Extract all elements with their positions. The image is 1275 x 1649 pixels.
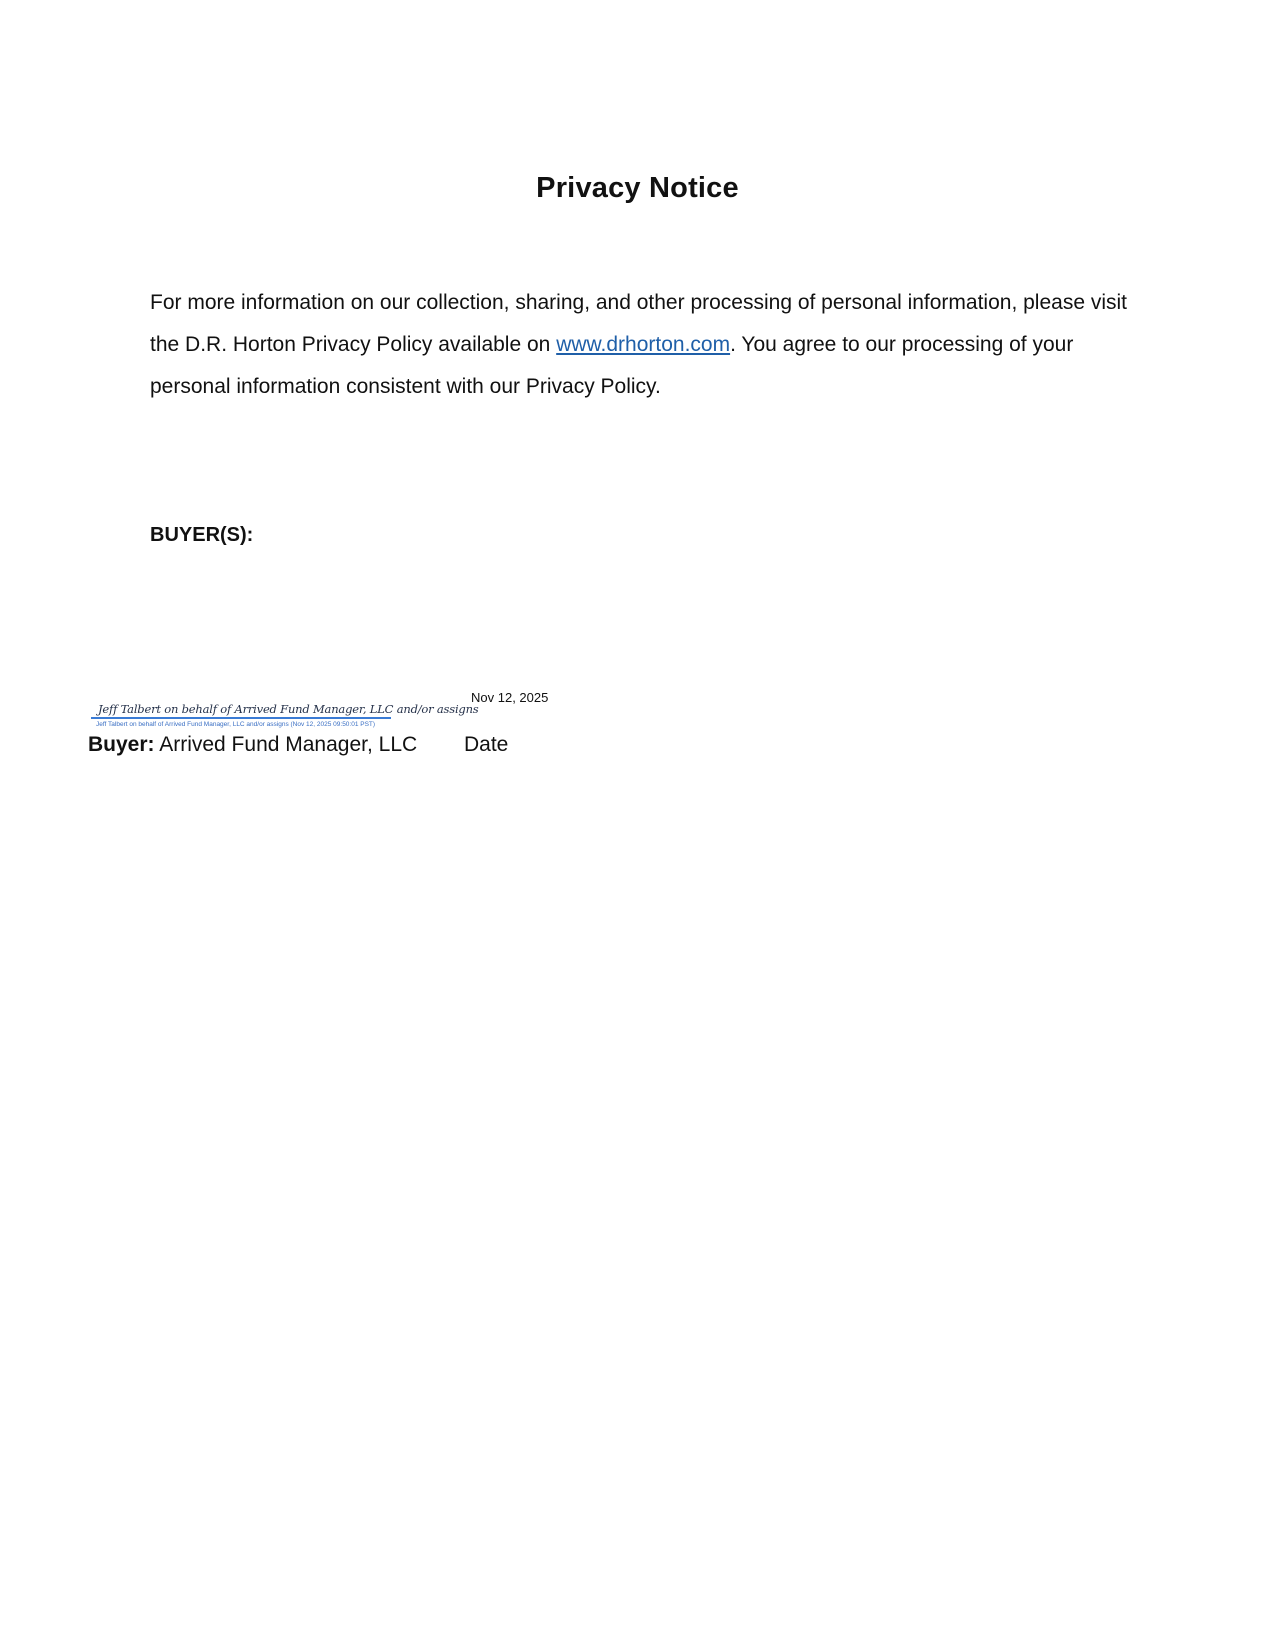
- paragraph-text-start: For more information on our collection, sharing, and other processing of personal information, please visit the D.R. Horton Privacy Policy available on: [150, 291, 1128, 356]
- buyer-line: [88, 731, 417, 759]
- signature-caption: Jeff Talbert on behalf of Arrived Fund Manager, LLC and/or assigns (Nov 12, 2025 09:50:01 PST): [96, 721, 376, 728]
- signature-line: [91, 717, 391, 719]
- page-title: Privacy Notice: [536, 172, 739, 204]
- signature-block: [88, 700, 479, 730]
- handwritten-signature: Jeff Talbert on behalf of Arrived Fund Manager, LLC and/or assigns: [98, 702, 479, 716]
- date-label: Date: [464, 733, 509, 756]
- paragraph-text-end: . You agree to our processing of your personal information consistent with our Privacy Policy.: [150, 333, 1074, 398]
- buyer-name: Arrived Fund Manager, LLC: [154, 733, 418, 756]
- drhorton-link[interactable]: www.drhorton.com: [556, 333, 731, 356]
- buyer-label: Buyer:: [88, 733, 155, 756]
- buyers-heading: BUYER(S):: [150, 524, 254, 546]
- signed-date: Nov 12, 2025: [471, 690, 549, 705]
- privacy-paragraph: [150, 282, 1140, 408]
